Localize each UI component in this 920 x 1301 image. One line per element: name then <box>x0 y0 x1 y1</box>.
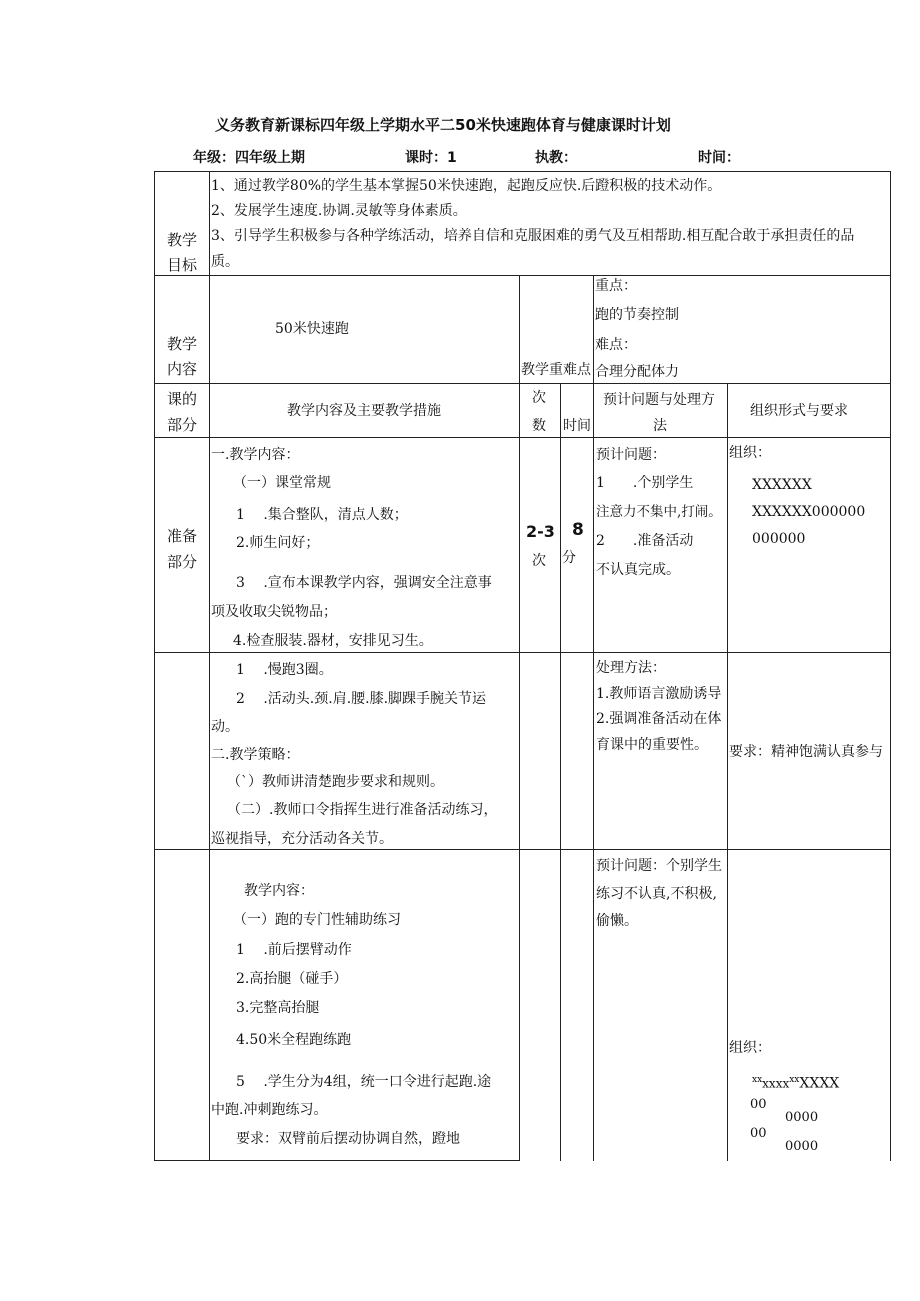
key-point-line: 跑的节奏控制 <box>595 307 679 323</box>
basic-problem-line: 练习不认真,不积极, <box>596 886 717 902</box>
warmup-content-line: （二）.教师口令指挥生进行准备活动练习， <box>227 802 498 818</box>
header-problems: 预计问题与处理方 <box>603 392 715 408</box>
prep-label: 部分 <box>167 553 198 571</box>
col-divider <box>890 171 891 1161</box>
prep-duration-unit: 分 <box>562 550 576 566</box>
prep-org-line: XXXXXX000000 <box>752 504 866 520</box>
warmup-content-line: 2 .活动头.颈.肩.腰.膝.脚踝手腕关节运 <box>236 691 487 707</box>
warmup-problem-line: 育课中的重要性。 <box>596 737 708 753</box>
header-problems: 法 <box>653 418 667 434</box>
basic-content-line: 1 .前后摆臂动作 <box>236 942 352 958</box>
table-top-border <box>154 171 891 172</box>
header-part: 课的 <box>167 390 198 408</box>
basic-content-line: （一）跑的专门性辅助练习 <box>233 912 401 928</box>
org-pattern-mid: xxxx <box>762 1076 790 1091</box>
content-label: 内容 <box>167 360 198 378</box>
warmup-content-line: 二.教学策略： <box>211 747 300 763</box>
prep-times-value: 2-3 <box>526 522 555 541</box>
header-organization: 组织形式与要求 <box>750 403 848 419</box>
prep-content-line: （一）课堂常规 <box>233 475 331 491</box>
col-divider <box>560 383 561 1161</box>
warmup-content-line: 巡视指导，充分活动各关节。 <box>211 831 393 847</box>
header-part: 部分 <box>167 416 198 434</box>
basic-content-line: 教学内容： <box>244 883 314 899</box>
period-label: 课时：1 <box>405 150 457 166</box>
col-divider <box>154 171 155 1161</box>
org-pattern-small: xx <box>752 1075 763 1085</box>
row-divider <box>154 383 891 384</box>
warmup-content-line: （`）教师讲清楚跑步要求和规则。 <box>227 774 444 790</box>
warmup-content-line: 1 .慢跑3圈。 <box>236 662 333 678</box>
objective-line: 3、引导学生积极参与各种学练活动，培养自信和克服困难的勇气及互相帮助.相互配合敢于承担责任的品 <box>211 228 855 244</box>
basic-problem-line: 预计问题：个别学生 <box>596 858 722 874</box>
objective-line: 质。 <box>211 254 239 270</box>
basic-org-label: 组织： <box>729 1040 771 1056</box>
row-divider <box>154 849 891 850</box>
basic-org-row: 00 <box>750 1126 767 1141</box>
warmup-content-line: 动。 <box>211 719 239 735</box>
page-title: 义务教育新课标四年级上学期水平二50米快速跑体育与健康课时计划 <box>215 116 671 134</box>
org-pattern-big: XXXX <box>799 1075 840 1092</box>
key-point-line: 合理分配体力 <box>595 364 679 380</box>
col-divider <box>593 275 594 1161</box>
col-divider <box>519 275 520 1161</box>
prep-content-line: 1 .集合整队，清点人数； <box>236 507 408 523</box>
key-point-line: 难点： <box>595 337 637 353</box>
prep-org-line: 组织： <box>729 445 771 461</box>
header-times: 次 <box>532 390 546 406</box>
basic-content-line: 5 .学生分为4组，统一口令进行起跑.途 <box>236 1074 492 1090</box>
warmup-problem-line: 处理方法： <box>596 660 666 676</box>
prep-times-unit: 次 <box>532 553 546 569</box>
basic-problem-line: 偷懒。 <box>596 913 638 929</box>
objectives-label: 目标 <box>167 256 198 274</box>
objective-line: 1、通过教学80%的学生基本掌握50米快速跑，起跑反应快.后蹬积极的技术动作。 <box>211 178 722 194</box>
prep-problem-line: 注意力不集中,打闹。 <box>596 504 722 520</box>
header-times: 数 <box>532 418 546 434</box>
prep-org-line: XXXXXX <box>752 477 812 493</box>
warmup-problem-line: 2.强调准备活动在体 <box>596 711 722 727</box>
header-measures: 教学内容及主要教学措施 <box>287 403 441 419</box>
grade-label: 年级：四年级上期 <box>193 150 305 166</box>
col-divider <box>727 383 728 1161</box>
row-divider <box>154 275 891 276</box>
basic-content-line: 要求：双臂前后摆动协调自然，蹬地 <box>236 1131 460 1147</box>
row-divider <box>154 652 891 653</box>
prep-content-line: 项及收取尖锐物品； <box>211 604 337 620</box>
key-point-line: 重点： <box>595 278 637 294</box>
prep-content-line: 4.检查服装.器材，安排见习生。 <box>233 633 433 649</box>
org-pattern-small: xx <box>789 1075 800 1085</box>
warmup-problem-line: 1.教师语言激励诱导 <box>596 686 722 702</box>
warmup-org-requirement: 要求：精神饱满认真参与 <box>729 744 883 760</box>
keypoints-label: 教学重难点 <box>521 362 591 378</box>
basic-content-line: 3.完整高抬腿 <box>236 1000 320 1016</box>
basic-content-line: 2.高抬腿（碰手） <box>236 971 348 987</box>
prep-content-line: 一.教学内容： <box>211 447 300 463</box>
basic-org-pattern <box>752 1071 839 1093</box>
prep-org-line: 000000 <box>752 531 806 547</box>
prep-problem-line: 1 .个别学生 <box>596 475 694 491</box>
prep-duration-value: 8 <box>572 520 584 540</box>
basic-org-row: 0000 <box>785 1139 819 1154</box>
header-duration: 时间 <box>563 418 591 434</box>
objectives-label: 教学 <box>167 231 198 249</box>
basic-org-row: 00 <box>750 1097 767 1112</box>
col-divider <box>209 171 210 1161</box>
content-text: 50米快速跑 <box>275 321 349 337</box>
basic-org-row: 0000 <box>785 1110 819 1125</box>
prep-problem-line: 预计问题： <box>596 447 666 463</box>
content-label: 教学 <box>167 335 198 353</box>
teacher-label: 执教： <box>535 150 577 166</box>
time-label: 时间： <box>698 150 740 166</box>
prep-content-line: 3 .宣布本课教学内容，强调安全注意事 <box>236 575 492 591</box>
prep-content-line: 2.师生问好； <box>236 535 320 551</box>
objective-line: 2、发展学生速度.协调.灵敏等身体素质。 <box>211 203 467 219</box>
row-divider <box>154 437 891 438</box>
prep-label: 准备 <box>167 527 198 545</box>
prep-problem-line: 不认真完成。 <box>596 562 680 578</box>
basic-content-line: 中跑.冲刺跑练习。 <box>211 1102 328 1118</box>
prep-problem-line: 2 .准备活动 <box>596 533 694 549</box>
basic-content-line: 4.50米全程跑练跑 <box>236 1032 352 1048</box>
